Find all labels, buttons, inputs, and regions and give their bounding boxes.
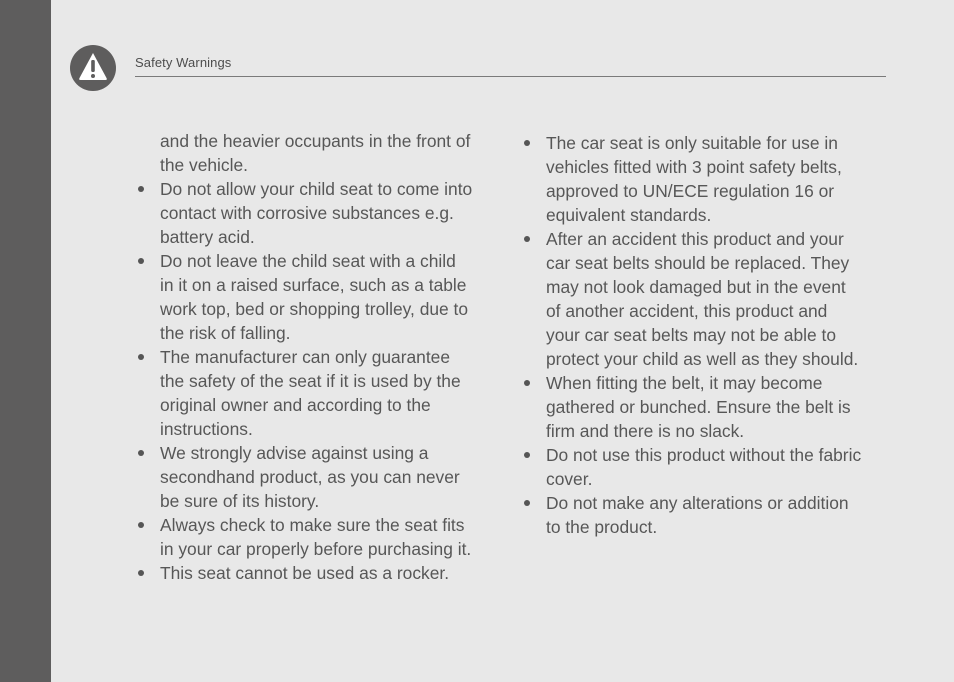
- bullet-item: The manufacturer can only guarantee the safety of the seat if it is used by the original owner and according to the instructions.: [160, 345, 508, 441]
- bullet-item: Do not leave the child seat with a child in it on a raised surface, such as a table work top, bed or shopping trolley, due to the risk of falling.: [160, 249, 508, 345]
- bullet-item: Do not use this product without the fabric cover.: [546, 443, 891, 491]
- bullet-item: This seat cannot be used as a rocker.: [160, 561, 508, 585]
- left-column: [160, 129, 508, 585]
- bullet-item: The car seat is only suitable for use in vehicles fitted with 3 point safety belts, approved to UN/ECE regulation 16 or equivalent standards.: [546, 131, 891, 227]
- left-bullet-list: [160, 177, 508, 585]
- page-title: Safety Warnings: [135, 55, 232, 70]
- right-column: [546, 131, 891, 539]
- bullet-item: When fitting the belt, it may become gathered or bunched. Ensure the belt is firm and there is no slack.: [546, 371, 891, 443]
- header-divider: [135, 76, 886, 77]
- bullet-item: We strongly advise against using a secondhand product, as you can never be sure of its history.: [160, 441, 508, 513]
- continuation-text: and the heavier occupants in the front of the vehicle.: [160, 131, 471, 175]
- bullet-item: Always check to make sure the seat fits in your car properly before purchasing it.: [160, 513, 508, 561]
- side-bar: [0, 0, 51, 682]
- bullet-item: Do not make any alterations or addition to the product.: [546, 491, 891, 539]
- warning-triangle-icon: [70, 45, 116, 91]
- bullet-item: Do not allow your child seat to come into contact with corrosive substances e.g. battery acid.: [160, 177, 508, 249]
- bullet-item: After an accident this product and your car seat belts should be replaced. They may not look damaged but in the event of another accident, this product and your car seat belts may not be able to protect your child as well as they should.: [546, 227, 891, 371]
- right-bullet-list: [546, 131, 891, 539]
